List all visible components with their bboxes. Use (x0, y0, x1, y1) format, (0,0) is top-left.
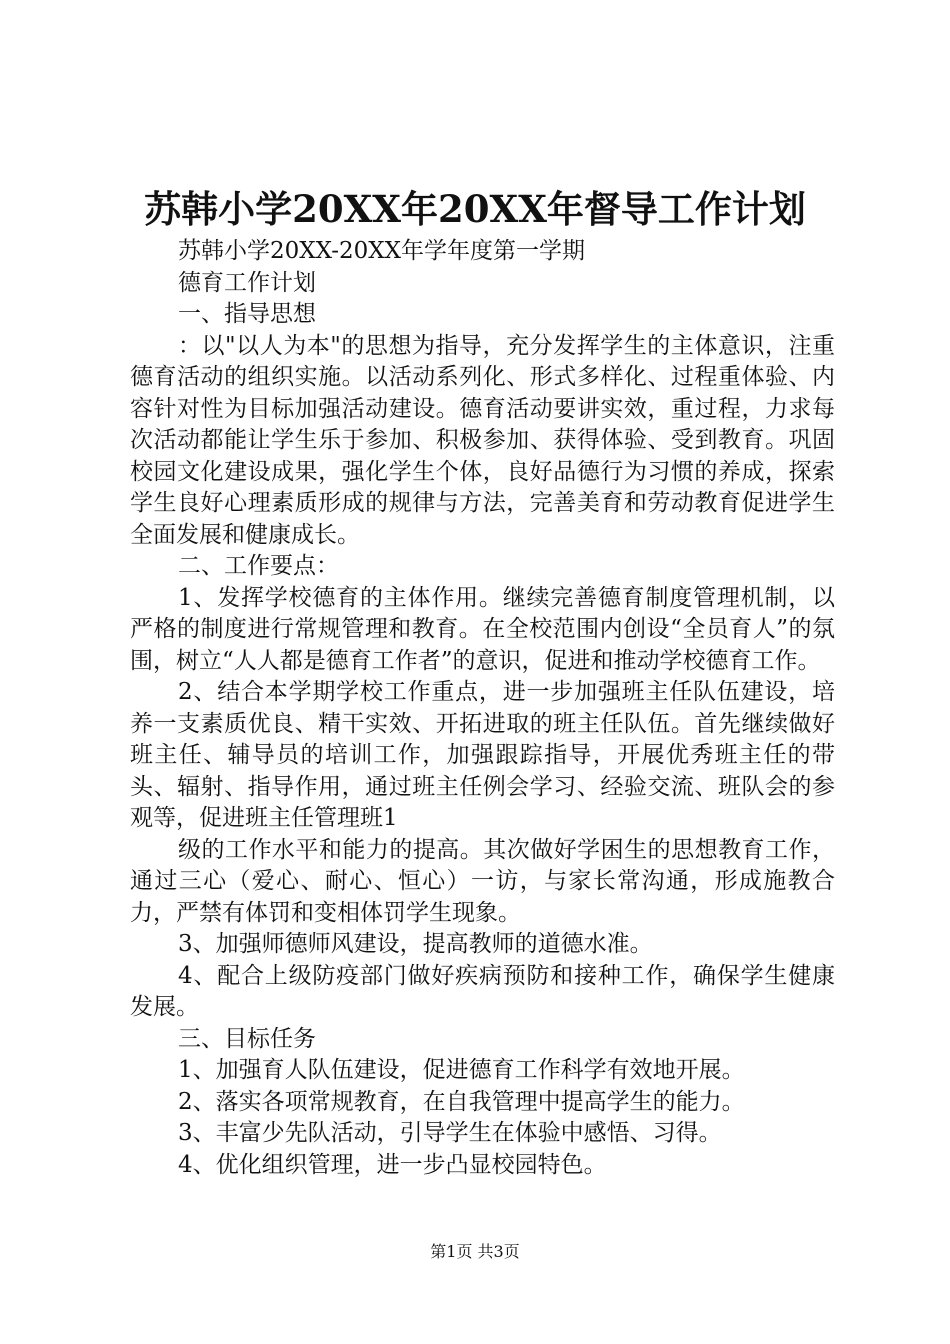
subtitle-line: 苏韩小学20XX-20XX年学年度第一学期 (178, 238, 585, 264)
paragraph: 3、加强师德师风建设，提高教师的道德水准。 (178, 931, 653, 957)
subtitle-line: 德育工作计划 (178, 269, 316, 296)
list-item: 4、优化组织管理，进一步凸显校园特色。 (178, 1151, 607, 1178)
document-title: 苏韩小学20XX年20XX年督导工作计划 (144, 187, 806, 231)
paragraph: 级的工作水平和能力的提高。其次做好学困生的思想教育工作，通过三心（爱心、耐心、恒心）一访，与家长常沟通，形成施教合力，严禁有体罚和变相体罚学生现象。 (130, 836, 835, 926)
document-body (130, 236, 835, 1181)
section-heading: 二、工作要点： (178, 553, 339, 579)
list-item: 2、落实各项常规教育，在自我管理中提高学生的能力。 (178, 1088, 745, 1115)
paragraph: ：以"以人为本"的思想为指导，充分发挥学生的主体意识，注重德育活动的组织实施。以活动系列化、形式多样化、过程重体验、内容针对性为目标加强活动建设。德育活动要讲实效，重过程，力求每次活动都能让学生乐于参加、积极参加、获得体验、受到教育。巩固校园文化建设成果，强化学生个体，良好品德行为习惯的养成，探索学生良好心理素质形成的规律与方法，完善美育和劳动教育促进学生全面发展和健康成长。 (130, 332, 835, 548)
list-item: 3、丰富少先队活动，引导学生在体验中感悟、习得。 (178, 1120, 722, 1146)
page-footer: 第1页 共3页 (430, 1242, 520, 1261)
paragraph: 4、配合上级防疫部门做好疾病预防和接种工作，确保学生健康发展。 (130, 962, 835, 1020)
section-heading: 一、指导思想 (178, 301, 316, 327)
list-item: 1、加强育人队伍建设，促进德育工作科学有效地开展。 (178, 1057, 745, 1083)
paragraph: 1、发挥学校德育的主体作用。继续完善德育制度管理机制，以严格的制度进行常规管理和教育。在全校范围内创设“全员育人”的氛围，树立“人人都是德育工作者”的意识，促进和推动学校德育工作。 (130, 584, 835, 674)
section-heading: 三、目标任务 (178, 1025, 316, 1052)
paragraph: 2、结合本学期学校工作重点，进一步加强班主任队伍建设，培养一支素质优良、精干实效、开拓进取的班主任队伍。首先继续做好班主任、辅导员的培训工作，加强跟踪指导，开展优秀班主任的带头、辐射、指导作用，通过班主任例会学习、经验交流、班队会的参观等，促进班主任管理班1 (130, 679, 835, 831)
